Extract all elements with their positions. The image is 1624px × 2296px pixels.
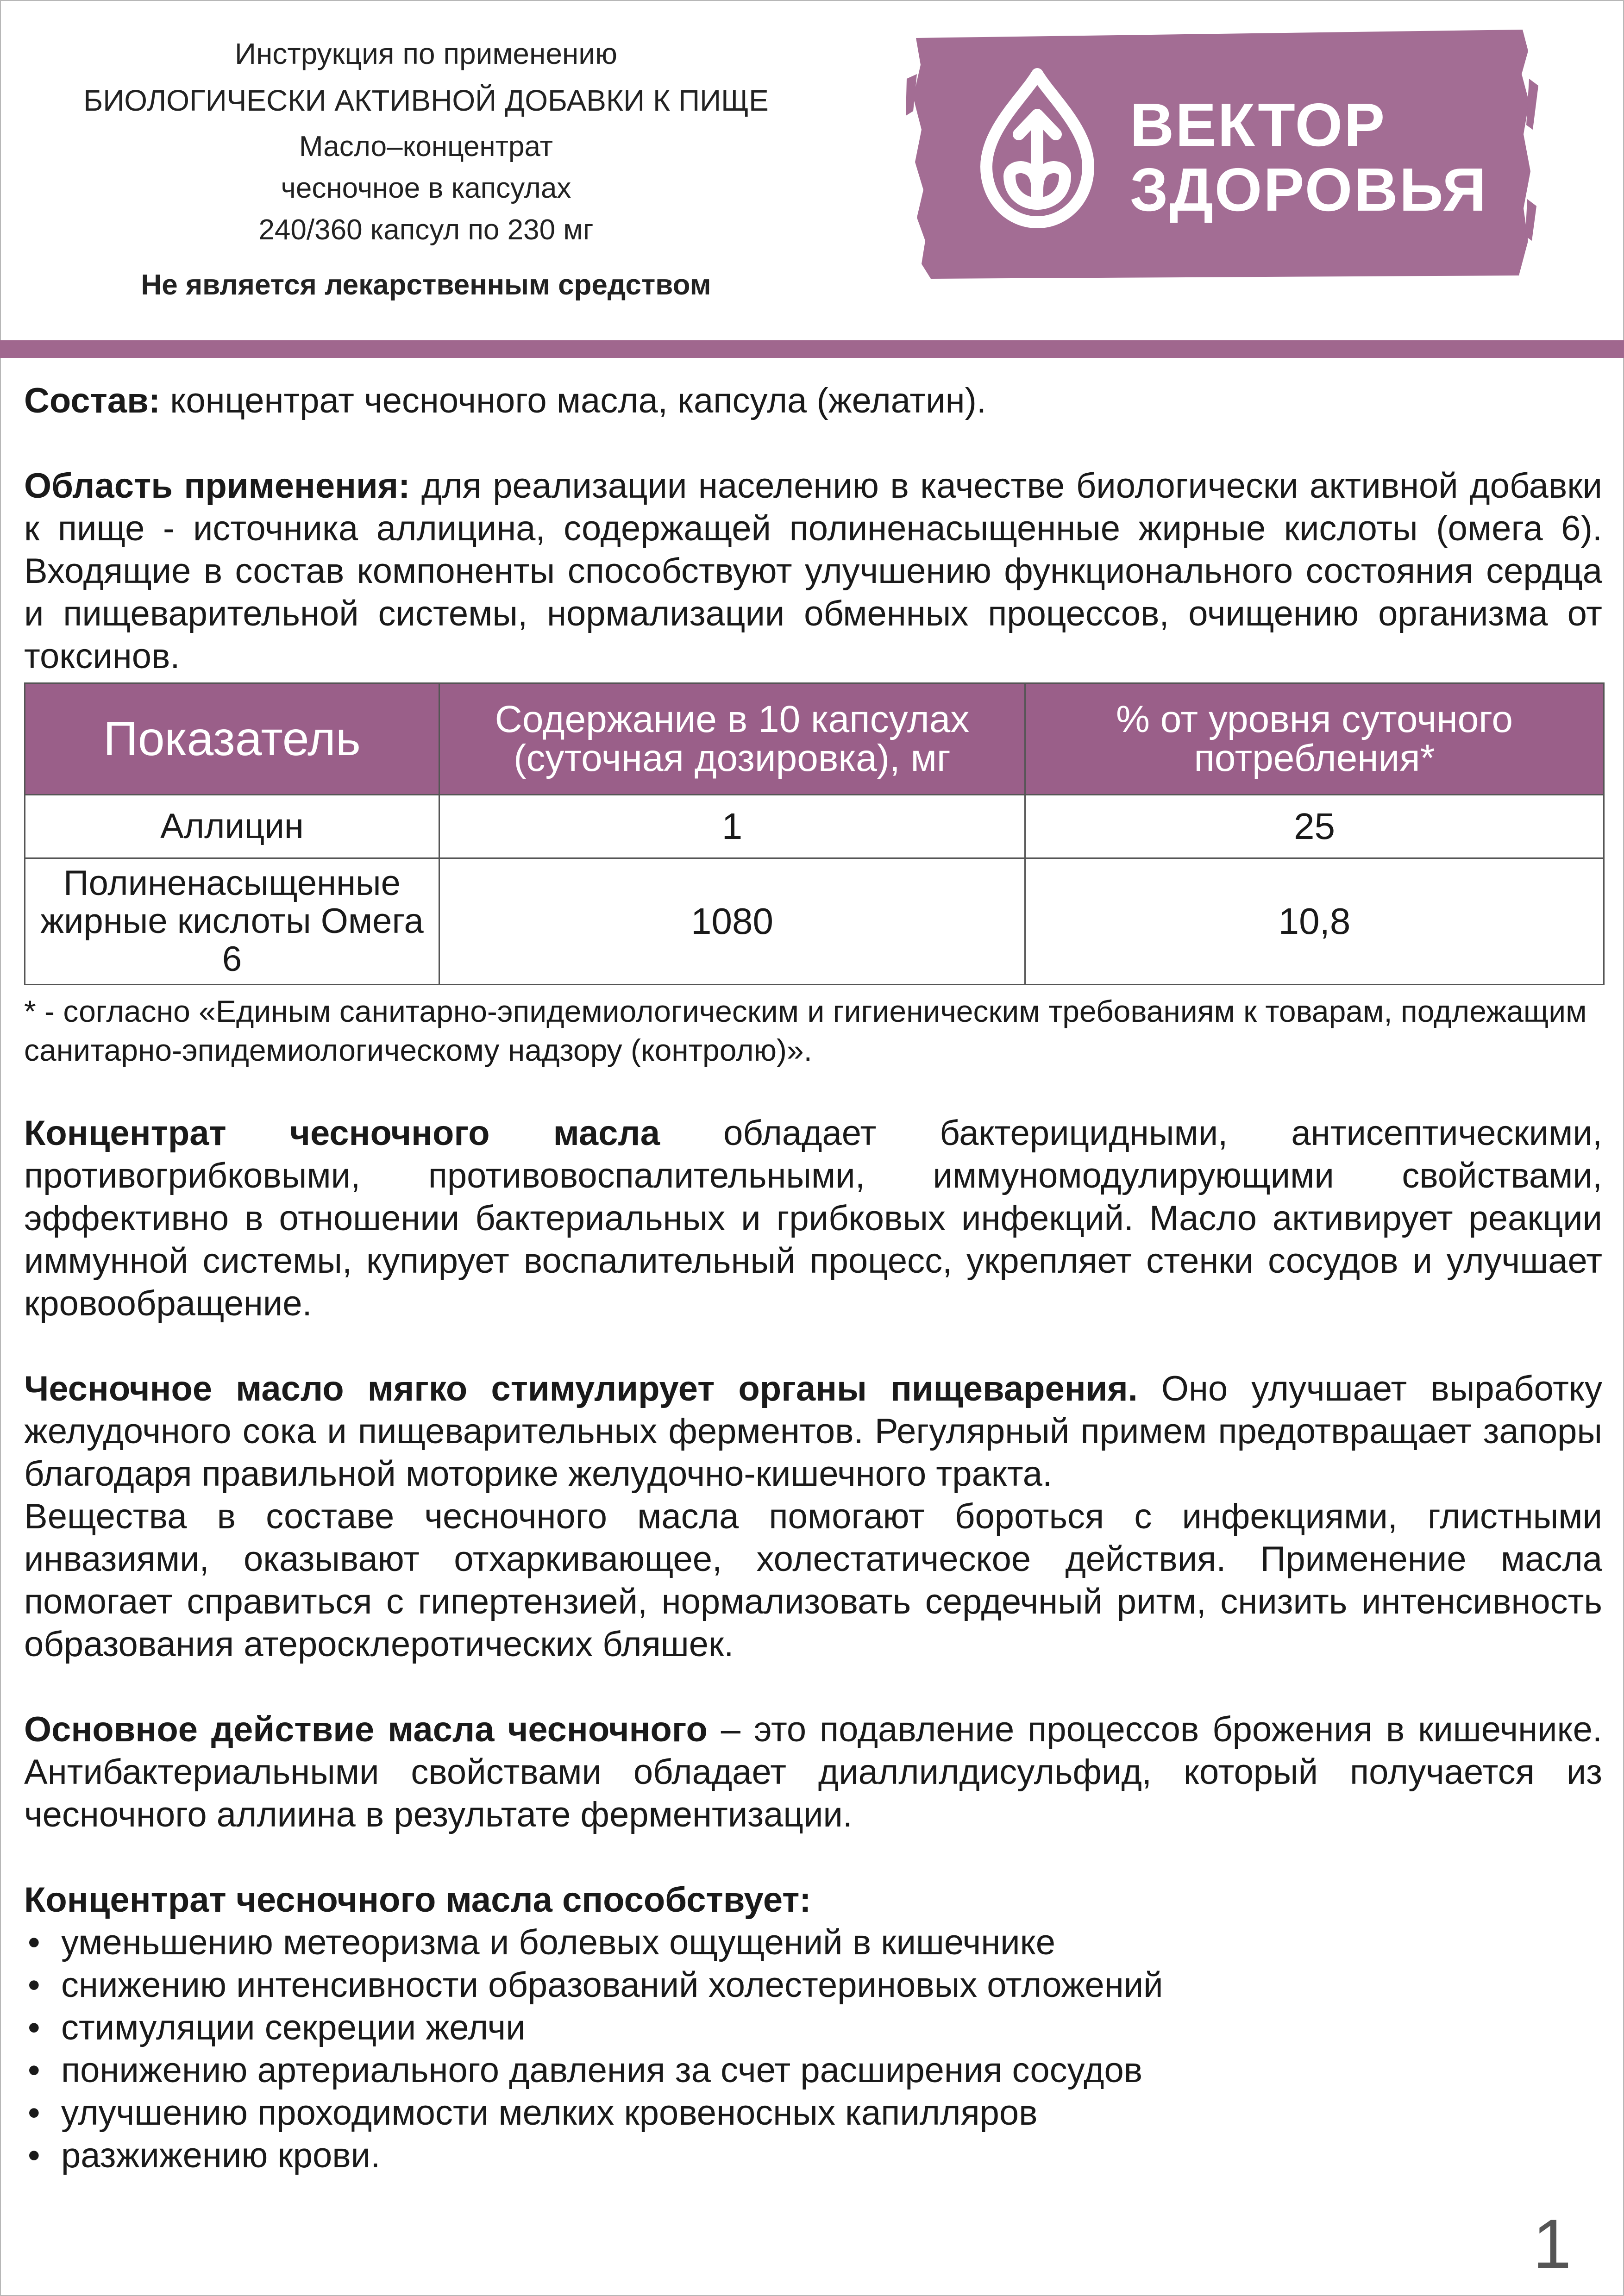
brand-name-line-2: ЗДОРОВЬЯ — [1130, 156, 1488, 224]
percent-cell: 25 — [1025, 795, 1604, 858]
column-header: % от уровня суточного потребления* — [1025, 683, 1604, 795]
amount-cell: 1080 — [439, 858, 1025, 985]
header-line-1: Инструкция по применению — [234, 37, 618, 70]
list-item: • снижению интенсивности образований холестериновых отложений — [28, 1965, 1163, 2005]
header-line-3: Масло–концентрат — [299, 131, 553, 163]
main-action-paragraph — [24, 1708, 1602, 1836]
indicator-cell: Полиненасыщенные жирные кислоты Омега 6 — [25, 858, 439, 985]
benefits-title: Концентрат чесночного масла способствует: — [24, 1880, 811, 1920]
para3-label: Основное действие масла чесночного — [24, 1710, 708, 1749]
list-item: • стимуляции секреции желчи — [28, 2008, 526, 2047]
table-footnote: * - согласно «Единым санитарно-эпидемиологическим и гигиеническим требованиям к товарам, подлежащим санитарно-эпидемиологическому надзору (контролю)». — [24, 994, 1587, 1067]
table-row — [25, 858, 1604, 985]
list-item: • понижению артериального давления за счет расширения сосудов — [28, 2051, 1143, 2090]
leaf-drop-icon — [968, 65, 1107, 231]
column-header: Содержание в 10 капсулах (суточная дозировка), мг — [439, 683, 1025, 795]
para2-text: Оно улучшает выработку желудочного сока и пищеварительных ферментов. Регулярный примем предотвращает запоры благодаря правильной моторике желудочно-кишечного тракта. — [24, 1369, 1602, 1494]
para3-text: – это подавление процессов брожения в кишечнике. Антибактериальными свойствами обладает диаллилдисульфид, который получается из чесночного аллиина в результате ферментизации. — [24, 1710, 1603, 1834]
document-header — [0, 32, 852, 313]
application-text: для реализации населению в качестве биологически активной добавки к пище - источника аллицина, содержащей полиненасыщенные жирные кислоты (омега 6). Входящие в состав компоненты способствуют улучшению функционального состояния сердца и пищеварительной системы, нормализации обменных процессов, очищению организма от токсинов. — [24, 466, 1602, 676]
composition-text: концентрат чесночного масла, капсула (желатин). — [160, 381, 987, 420]
table-row — [25, 795, 1604, 858]
composition-label: Состав: — [24, 381, 161, 420]
composition-paragraph — [24, 380, 1602, 422]
header-line-4: чесночное в капсулах — [281, 172, 571, 204]
list-item: • улучшению проходимости мелких кровеносных капилляров — [28, 2093, 1038, 2133]
indicator-cell: Аллицин — [25, 795, 439, 858]
percent-cell: 10,8 — [1025, 858, 1604, 985]
brand-name — [1130, 93, 1487, 222]
document-body — [24, 380, 1602, 2177]
column-header: Показатель — [25, 683, 439, 795]
digestion-paragraph — [24, 1368, 1602, 1495]
para1-text: обладает бактерицидными, антисептическими, противогрибковыми, противовоспалительными, иммуномодулирующими свойствами, эффективно в отношении бактериальных и грибковых инфекций. Масло активирует реакции иммунной системы, купирует воспалительный процесс, укрепляет стенки сосудов и улучшает кровообращение. — [24, 1114, 1602, 1323]
amount-cell: 1 — [439, 795, 1025, 858]
header-divider — [0, 340, 1624, 358]
table-header-row — [25, 683, 1604, 795]
para1-label: Концентрат чесночного масла — [24, 1114, 660, 1153]
header-line-5: 240/360 капсул по 230 мг — [258, 214, 594, 246]
application-paragraph — [24, 465, 1602, 678]
brand-logo — [903, 23, 1547, 282]
para2-label: Чесночное масло мягко стимулирует органы пищеварения. — [24, 1369, 1138, 1408]
list-item: • уменьшению метеоризма и болевых ощущений в кишечнике — [28, 1923, 1055, 1962]
page-number: 1 — [1533, 2205, 1572, 2283]
header-line-2: БИОЛОГИЧЕСКИ АКТИВНОЙ ДОБАВКИ К ПИЩЕ — [83, 84, 769, 117]
list-item: • разжижению крови. — [28, 2136, 381, 2175]
benefits-list — [24, 1921, 1602, 2177]
brand-name-line-1: ВЕКТОР — [1130, 91, 1386, 159]
digestion-paragraph-continued: Вещества в составе чесночного масла помогают бороться с инфекциями, глистными инвазиями, оказывают отхаркивающее, холестатическое действия. Применение масла помогает справиться с гипертензией, нормализовать сердечный ритм, снизить интенсивность образования атеросклеротических бляшек. — [24, 1497, 1602, 1664]
garlic-oil-properties-paragraph — [24, 1112, 1602, 1325]
application-label: Область применения: — [24, 466, 410, 506]
not-medicine-notice: Не является лекарственным средством — [141, 269, 711, 301]
nutrition-table — [24, 682, 1605, 985]
